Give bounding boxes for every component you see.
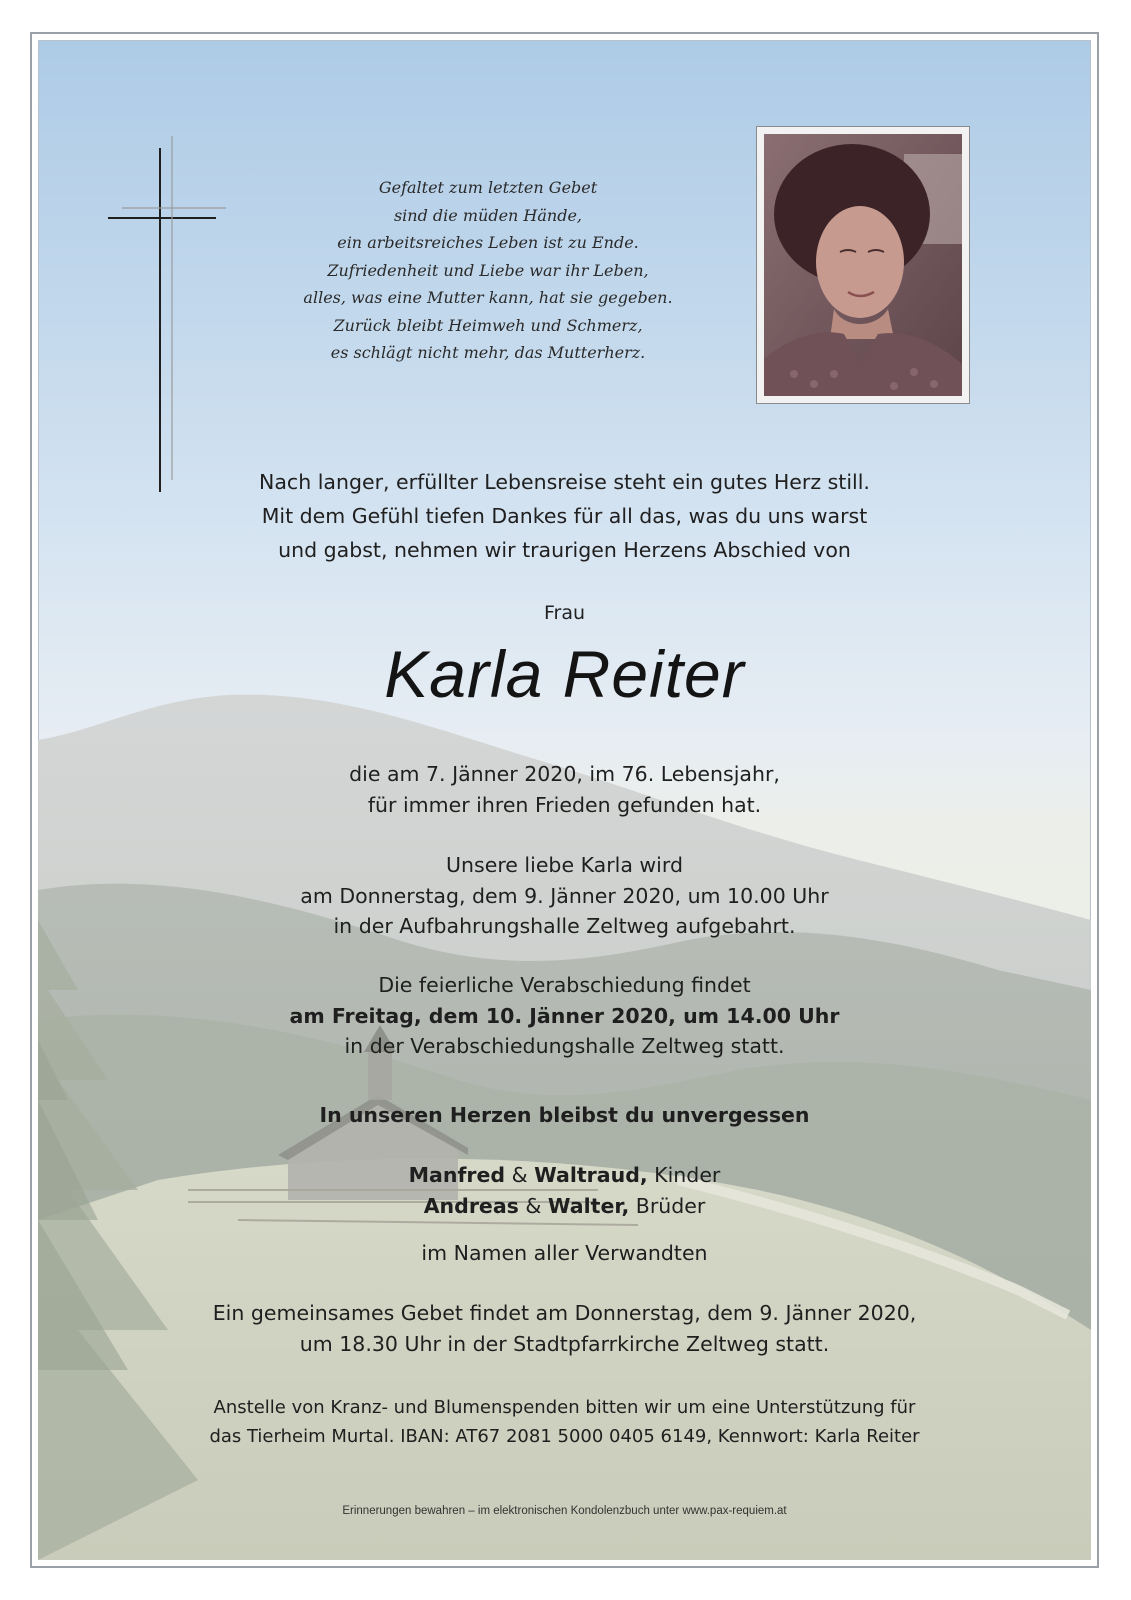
mourner-row bbox=[38, 1191, 1091, 1222]
poem-line: Gefaltet zum letzten Gebet bbox=[378, 178, 598, 197]
poem bbox=[268, 174, 708, 367]
intro-text bbox=[38, 465, 1091, 567]
poem-line: Zurück bleibt Heimweh und Schmerz, bbox=[333, 315, 643, 335]
death-info bbox=[38, 759, 1091, 820]
death-info-line: die am 7. Jänner 2020, im 76. Lebensjahr, bbox=[349, 762, 780, 786]
viewing-line: am Donnerstag, dem 9. Jänner 2020, um 10.00 Uhr bbox=[300, 883, 829, 908]
prayer-line: um 18.30 Uhr in der Stadtpfarrkirche Zeltweg statt. bbox=[299, 1331, 830, 1356]
poem-line: sind die müden Hände, bbox=[393, 205, 583, 225]
mourner-relation: Kinder bbox=[647, 1163, 721, 1187]
poem-line: ein arbeitsreiches Leben ist zu Ende. bbox=[337, 233, 639, 252]
mourner-name: Walter, bbox=[547, 1193, 630, 1218]
intro-line: Nach langer, erfüllter Lebensreise steht ein gutes Herz still. bbox=[259, 470, 870, 494]
mourner-row bbox=[38, 1160, 1091, 1191]
deceased-name: Karla Reiter bbox=[384, 637, 745, 711]
viewing-line: in der Aufbahrungshalle Zeltweg aufgebahrt. bbox=[333, 914, 796, 938]
prayer-line: Ein gemeinsames Gebet findet am Donnerstag, dem 9. Jänner 2020, bbox=[212, 1301, 917, 1325]
ampersand: & bbox=[505, 1163, 535, 1187]
relatives: im Namen aller Verwandten bbox=[421, 1241, 708, 1265]
obituary-card bbox=[38, 40, 1091, 1560]
donation-line: Anstelle von Kranz- und Blumenspenden bitten wir um eine Unterstützung für bbox=[213, 1397, 916, 1418]
viewing-line: Unsere liebe Karla wird bbox=[446, 853, 683, 877]
farewell-line: in der Verabschiedungshalle Zeltweg statt. bbox=[344, 1034, 785, 1058]
mourner-relation: Brüder bbox=[629, 1193, 706, 1218]
remembrance: In unseren Herzen bleibst du unvergessen bbox=[319, 1103, 810, 1127]
mourners bbox=[38, 1160, 1091, 1221]
farewell-date: am Freitag, dem 10. Jänner 2020, um 14.00 Uhr bbox=[289, 1003, 840, 1028]
donation-line: das Tierheim Murtal. IBAN: AT67 2081 5000 0405 6149, Kennwort: Karla Reiter bbox=[209, 1426, 920, 1447]
farewell-info bbox=[38, 970, 1091, 1062]
portrait-image bbox=[764, 134, 962, 396]
death-info-line: für immer ihren Frieden gefunden hat. bbox=[367, 792, 762, 817]
poem-line: es schlägt nicht mehr, das Mutterherz. bbox=[330, 343, 646, 362]
intro-line: Mit dem Gefühl tiefen Dankes für all das, was du uns warst bbox=[261, 504, 868, 528]
ampersand: & bbox=[518, 1193, 548, 1218]
footer-note: Erinnerungen bewahren – im elektronischen Kondolenzbuch unter www.pax-requiem.at bbox=[342, 1505, 787, 1517]
viewing-info bbox=[38, 850, 1091, 942]
portrait-photo bbox=[756, 126, 970, 404]
mourner-name: Manfred bbox=[408, 1163, 506, 1187]
donation-info bbox=[38, 1393, 1091, 1451]
poem-line: Zufriedenheit und Liebe war ihr Leben, bbox=[327, 260, 649, 280]
mourner-name: Waltraud, bbox=[534, 1163, 648, 1187]
prayer-info bbox=[38, 1298, 1091, 1359]
mourner-name: Andreas bbox=[423, 1193, 519, 1218]
farewell-line: Die feierliche Verabschiedung findet bbox=[378, 973, 751, 997]
salutation: Frau bbox=[543, 602, 586, 624]
poem-line: alles, was eine Mutter kann, hat sie gegeben. bbox=[303, 288, 673, 307]
intro-line: und gabst, nehmen wir traurigen Herzens Abschied von bbox=[278, 538, 851, 562]
